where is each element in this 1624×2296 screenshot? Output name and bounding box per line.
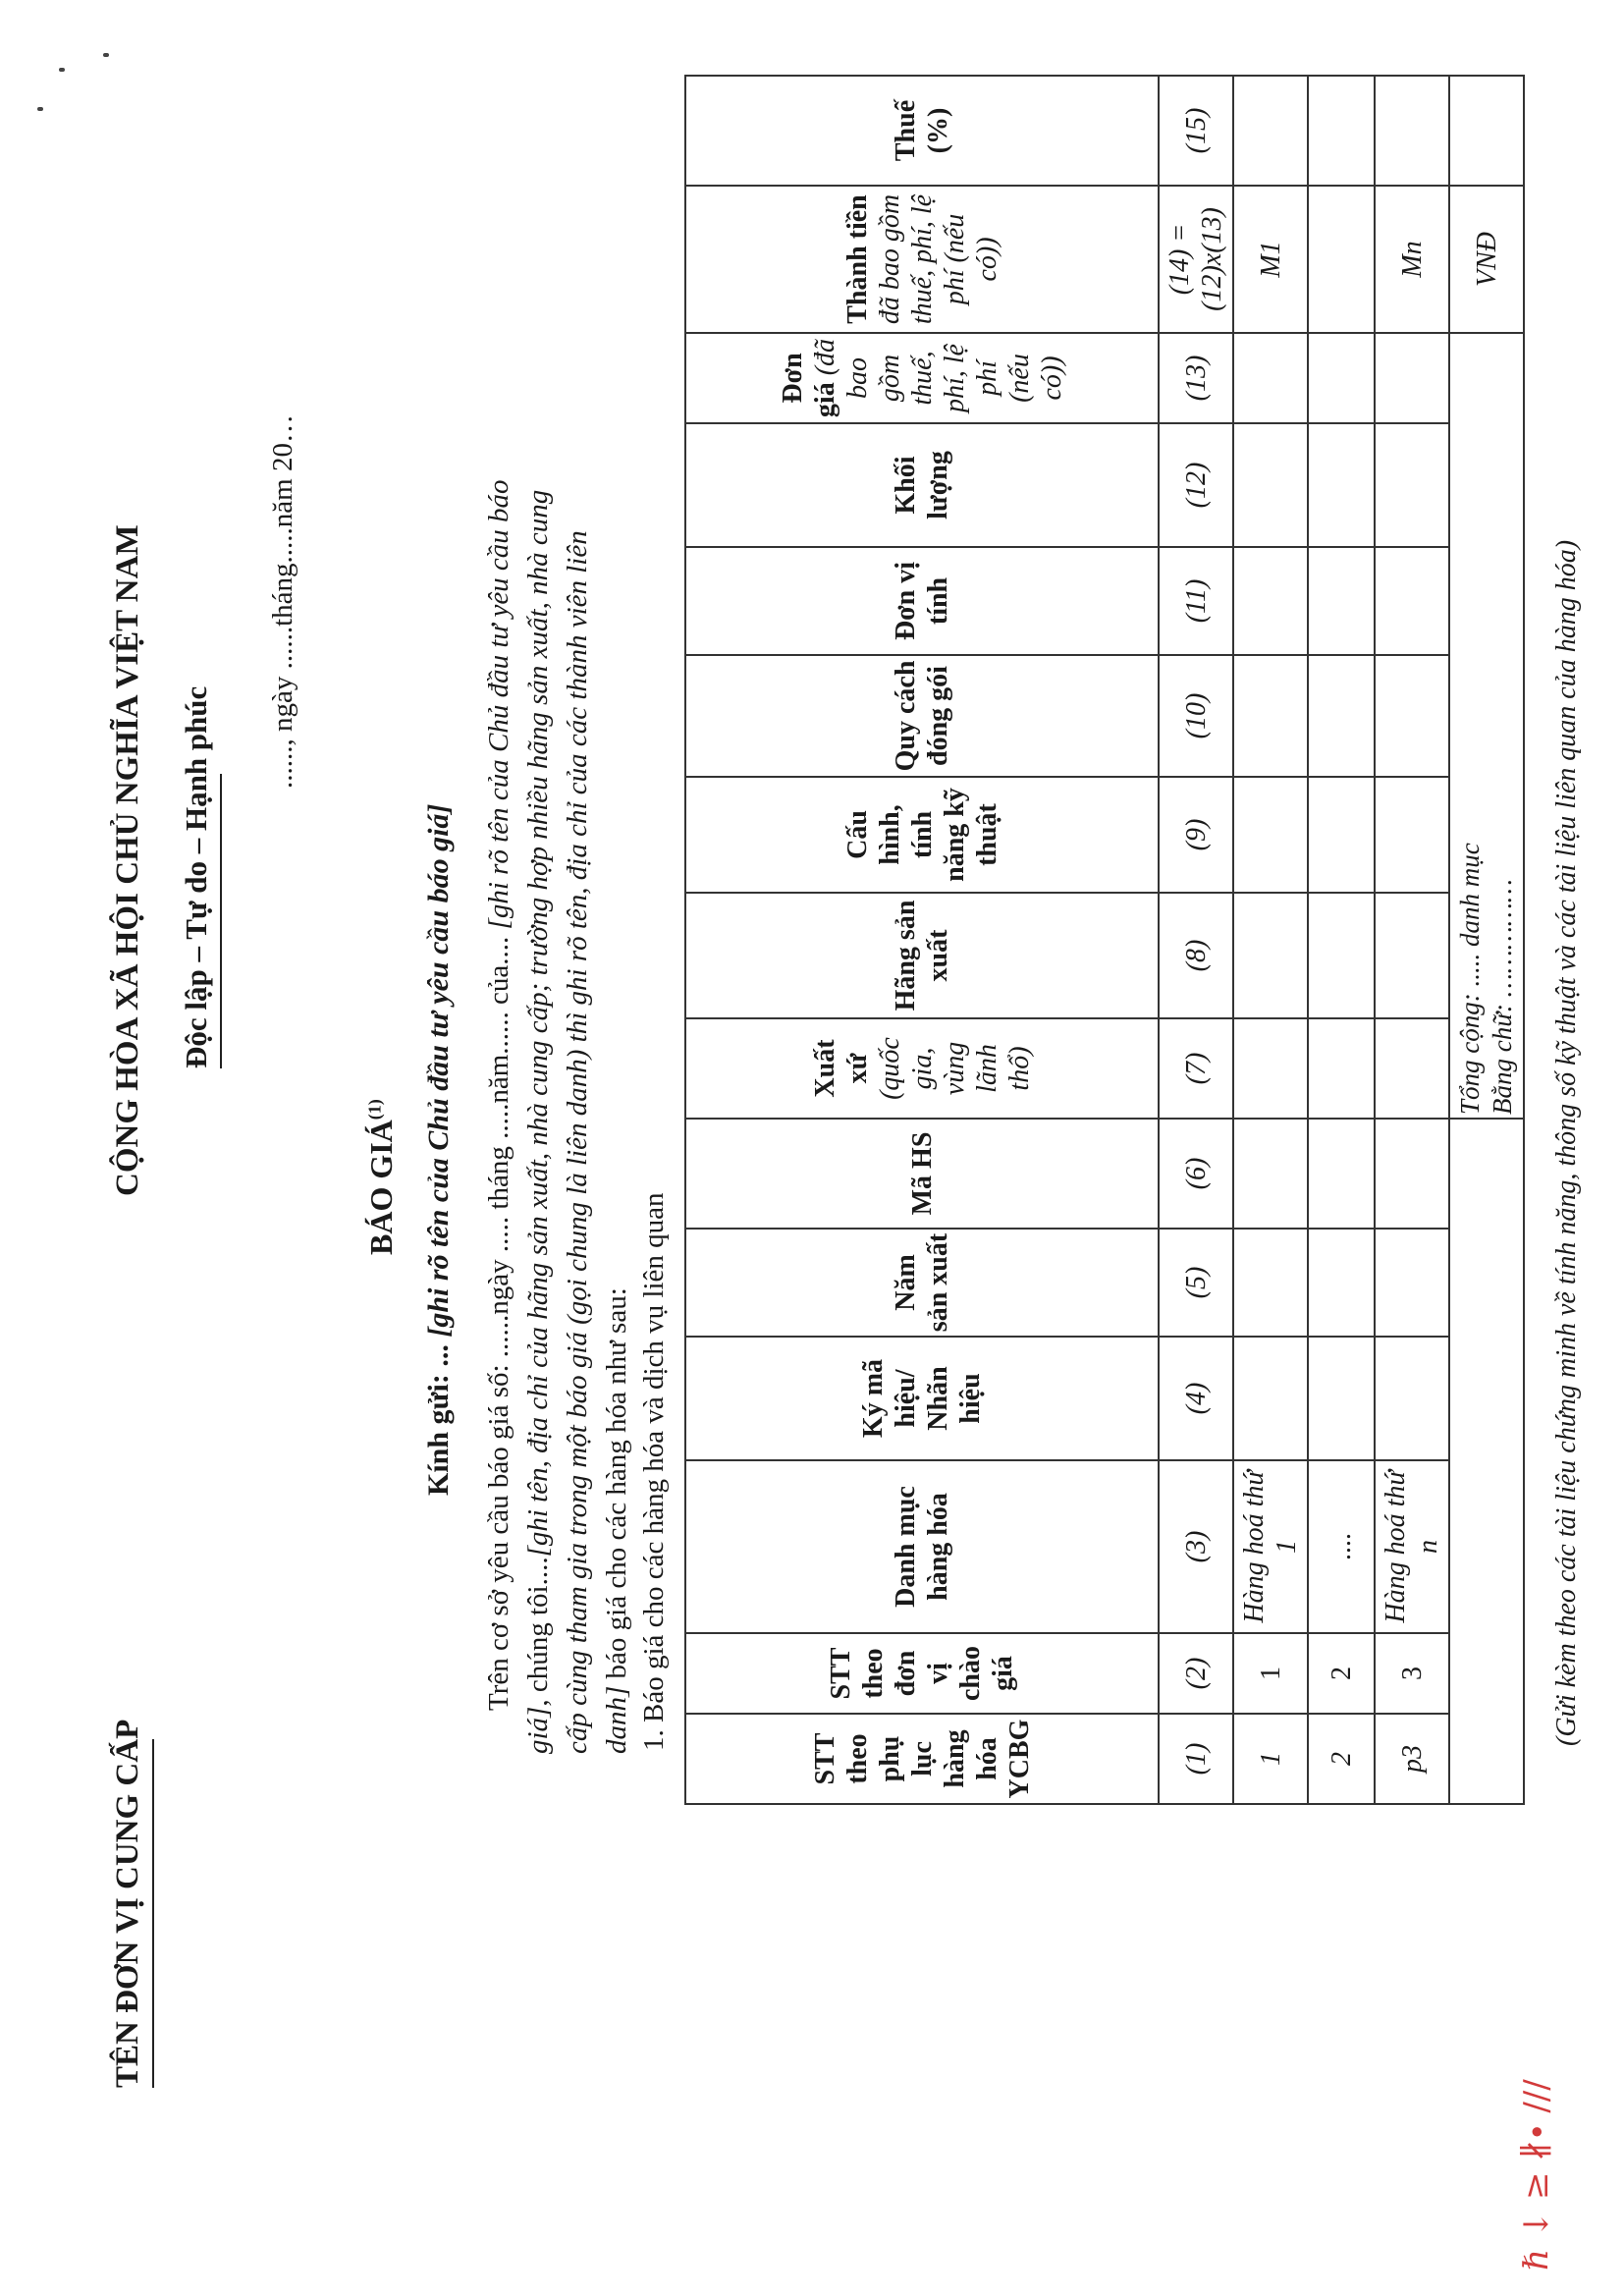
country-heading: CỘNG HÒA XÃ HỘI CHỦ NGHĨA VIỆT NAM: [110, 524, 145, 1196]
row-stt-ycbg: p3: [1375, 1714, 1449, 1804]
intro-part-2: [ghi rõ tên của Chủ đầu tư yêu cầu báo giá]: [483, 479, 554, 1754]
header-manufacturer: Hãng sản xuất: [685, 893, 1159, 1018]
col-number: (2): [1159, 1633, 1233, 1714]
col-number: (11): [1159, 547, 1233, 655]
header-goods-list: Danh mục hàng hóa: [685, 1460, 1159, 1633]
document-title: [363, 1099, 400, 1255]
header-origin: [685, 1018, 1159, 1119]
header-unit-price-note: (đã bao gồm thuế, phí, lệ phí (nếu có)): [809, 338, 1067, 412]
total-currency: VNĐ: [1449, 186, 1524, 333]
col-number: (7): [1159, 1018, 1233, 1119]
supplier-name-underline: [152, 1739, 154, 2088]
motto: Độc lập – Tự do – Hạnh phúc: [179, 685, 213, 1068]
header-amount-note: đã bao gồm thuế, phí, lệ phí (nếu có)): [874, 193, 1002, 325]
intro-paragraph: [479, 467, 636, 1754]
title-text: BÁO GIÁ: [363, 1120, 399, 1255]
dateline: ......, ngày ......tháng.....năm 20…: [267, 414, 298, 789]
row-stt-ycbg: 2: [1308, 1714, 1375, 1804]
col-number: (3): [1159, 1460, 1233, 1633]
recipient-value: [ghi rõ tên của Chủ đầu tư yêu cầu báo giá]: [422, 803, 455, 1338]
handwriting-mark: ℏ ↓ ≥ ∦∙ ∕∕∕: [1517, 2079, 1556, 2270]
col-number: (15): [1159, 76, 1233, 186]
table-row: [1375, 76, 1449, 1804]
header-tax-label: Thuế: [891, 99, 921, 162]
header-origin-note: (quốc gia, vùng lãnh thổ): [874, 1037, 1035, 1100]
header-tax: [685, 76, 1159, 186]
row-stt-vendor: 3: [1375, 1633, 1449, 1714]
row-stt-vendor: 2: [1308, 1633, 1375, 1714]
header-model-brand: Ký mã hiệu/ Nhãn hiệu: [685, 1337, 1159, 1460]
section-1-heading: 1. Báo giá cho các hàng hóa và dịch vụ liên quan: [638, 1192, 670, 1751]
col-number: (14) =(12)x(13): [1159, 186, 1233, 333]
quotation-table: [684, 75, 1525, 1805]
header-amount-label: Thành tiền: [841, 194, 873, 324]
column-number-row: [1159, 76, 1233, 1804]
recipient-label: Kính gửi: ...: [422, 1344, 455, 1496]
col-number: (4): [1159, 1337, 1233, 1460]
total-count: Tổng cộng: ..... danh mục: [1455, 843, 1485, 1115]
row-goods-name: Hàng hoá thứ n: [1375, 1460, 1449, 1633]
row-goods-name: Hàng hoá thứ 1: [1233, 1460, 1308, 1633]
total-in-words: Bằng chữ: ……………: [1488, 879, 1517, 1115]
col-number: (1): [1159, 1714, 1233, 1804]
header-hs-code: Mã HS: [685, 1119, 1159, 1229]
col-number: (5): [1159, 1229, 1233, 1337]
header-quantity: Khối lượng: [685, 423, 1159, 547]
row-amount: Mn: [1375, 186, 1449, 333]
header-config: Cấu hình, tính năng kỹ thuật: [685, 777, 1159, 893]
intro-part-3: , chúng tôi....: [522, 1557, 554, 1707]
recipient-line: [422, 804, 456, 1496]
total-row: [1449, 76, 1524, 1804]
table-row: [1308, 76, 1375, 1804]
motto-underline: [220, 774, 222, 1068]
row-stt-ycbg: 1: [1233, 1714, 1308, 1804]
table-header-row: [685, 76, 1159, 1804]
total-text: [1449, 333, 1524, 1119]
header-origin-label: Xuất xứ: [809, 1039, 873, 1098]
header-unit: Đơn vị tính: [685, 547, 1159, 655]
col-number: (6): [1159, 1119, 1233, 1229]
col-number: (8): [1159, 893, 1233, 1018]
header-unit-price-label: Đơn giá: [777, 353, 840, 418]
header-stt-vendor: STT theo đơn vị chào giá: [685, 1633, 1159, 1714]
col-number: (9): [1159, 777, 1233, 893]
table-row: [1233, 76, 1308, 1804]
row-amount: [1308, 186, 1375, 333]
header-packaging: Quy cách đóng gói: [685, 655, 1159, 777]
col-number: (10): [1159, 655, 1233, 777]
col-number: (13): [1159, 333, 1233, 423]
header-unit-price: [685, 333, 1159, 423]
title-footnote-ref: (1): [364, 1099, 385, 1121]
supplier-name: TÊN ĐƠN VỊ CUNG CẤP: [110, 1719, 145, 2088]
col-number: (12): [1159, 423, 1233, 547]
intro-part-1: Trên cơ sở yêu cầu báo giá số: ......ngày ..... tháng .....năm...... của....: [483, 929, 514, 1711]
header-amount: [685, 186, 1159, 333]
intro-part-4: [ghi tên, địa chỉ của hãng sản xuất, nhà cung cấp; trường hợp nhiều hãng sản xuất, nhà cung cấp cùng tham gia trong một báo giá (gọi chung là liên danh) thì ghi rõ tên, địa chỉ của các thành viên liên danh]: [522, 489, 632, 1754]
scan-speck: [37, 107, 43, 111]
row-amount: M1: [1233, 186, 1308, 333]
header-tax-note: (%): [923, 107, 953, 154]
header-stt-ycbg: STT theo phụ lục hàng hóa YCBG: [685, 1714, 1159, 1804]
attachment-note: (Gửi kèm theo các tài liệu chứng minh về tính năng, thông số kỹ thuật và các tài liệu liên quan của hàng hóa): [1551, 539, 1582, 1746]
header-year: Năm sản xuất: [685, 1229, 1159, 1337]
intro-part-5: báo giá cho các hàng hóa như sau:: [601, 1287, 632, 1686]
scan-speck: [59, 68, 65, 72]
row-stt-vendor: 1: [1233, 1633, 1308, 1714]
scan-speck: [103, 53, 109, 57]
row-goods-name: ....: [1308, 1460, 1375, 1633]
